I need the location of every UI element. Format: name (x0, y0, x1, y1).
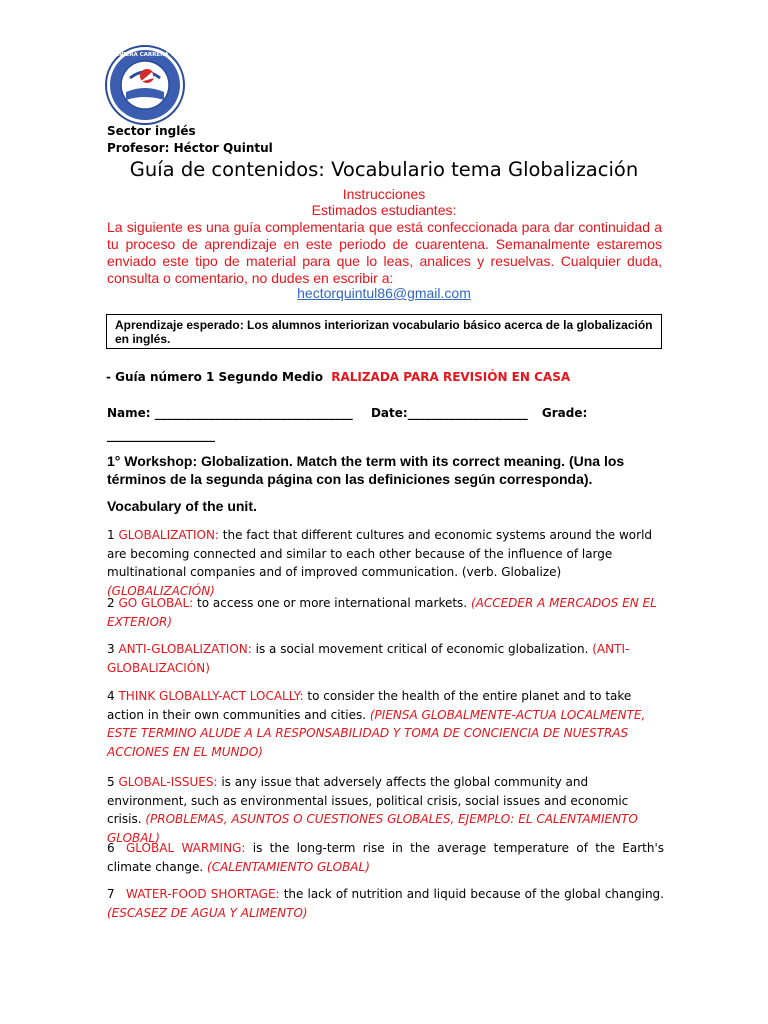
vocab-term: WATER-FOOD SHORTAGE: (126, 887, 280, 901)
instructions-body: La siguiente es una guía complementaria que está confeccionada para dar continuidad a tu proceso de aprendizaje en este periodo de cuarentena. Semanalmente estaremos enviado este tipo de material para que lo leas, analices y resuelvas. Cualquier duda, consulta o comentario, no dudes en escribir a: (107, 219, 662, 286)
vocab-number: 7 (107, 887, 115, 901)
vocab-term: GLOBALIZATION: (118, 528, 219, 542)
vocab-definition: is a social movement critical of economic globalization. (255, 642, 589, 656)
teacher-email-link[interactable]: hectorquintul86@gmail.com (297, 285, 471, 301)
instructions-greeting: Estimados estudiantes: (311, 202, 457, 218)
vocab-definition: to access one or more international markets. (197, 596, 468, 610)
student-info-row (107, 406, 667, 420)
vocab-item (107, 594, 664, 631)
grade-field[interactable]: __________________ (107, 428, 215, 442)
page-title: Guía de contenidos: Vocabulario tema Globalización (129, 158, 639, 181)
vocab-number: 1 (107, 528, 115, 542)
vocab-term: ANTI-GLOBALIZATION: (118, 642, 252, 656)
date-field[interactable]: ____________________ (407, 406, 528, 420)
vocab-translation: (CALENTAMIENTO GLOBAL) (207, 859, 370, 874)
vocab-number: 4 (107, 689, 115, 703)
logo-label: LICEO JAVIERA CARRERA TEMUCO (93, 52, 197, 58)
workshop-heading: 1° Workshop: Globalization. Match the term with its correct meaning. (Una los términos de la segunda página con las definiciones según corresponda). (107, 453, 625, 487)
vocab-number: 6 (107, 841, 115, 855)
vocab-term: THINK GLOBALLY-ACT LOCALLY: (118, 689, 304, 703)
vocab-item (107, 885, 664, 922)
vocab-translation: (PROBLEMAS, ASUNTOS O CUESTIONES GLOBALES, EJEMPLO: EL CALENTAMIENTO GLOBAL) (107, 812, 638, 845)
vocab-term: GLOBAL-ISSUES: (118, 775, 218, 789)
vocab-translation: (ACCEDER A MERCADOS EN EL EXTERIOR) (107, 596, 657, 629)
vocab-number: 3 (107, 642, 115, 656)
teacher-label: Profesor: Héctor Quintul (107, 141, 273, 155)
guide-prefix: - Guía número 1 Segundo Medio (106, 370, 324, 384)
vocab-definition: is any issue that adversely affects the global community and environment, such as environmental issues, political crisis, social issues and economic crisis. (107, 775, 629, 826)
vocab-number: 2 (107, 596, 115, 610)
vocab-item (107, 687, 664, 761)
guide-line (106, 370, 570, 384)
vocab-translation: (GLOBALIZACIÓN) (107, 583, 215, 598)
vocab-translation: (ANTI-GLOBALIZACIÓN) (107, 642, 630, 675)
vocab-translation: (PIENSA GLOBALMENTE-ACTUA LOCALMENTE, ESTE TERMINO ALUDE A LA RESPONSABILIDAD Y TOMA DE CONCIENCIA DE NUESTRAS ACCIONES EN EL MUNDO) (107, 707, 646, 759)
vocab-item (107, 526, 664, 600)
vocabulary-heading: Vocabulary of the unit. (107, 498, 257, 514)
vocab-definition: the fact that different cultures and economic systems around the world are becoming connected and similar to each other because of the influence of large multinational companies and of improved communication. (verb. Globalize) (107, 528, 653, 579)
vocab-item (107, 839, 664, 876)
name-label: Name: (107, 406, 151, 420)
vocab-term: GLOBAL WARMING: (126, 841, 246, 855)
sector-label: Sector inglés (107, 124, 196, 138)
vocab-number: 5 (107, 775, 115, 789)
vocab-translation: (ESCASEZ DE AGUA Y ALIMENTO) (107, 905, 308, 920)
vocab-term: GO GLOBAL: (118, 596, 194, 610)
name-field[interactable]: _________________________________ (154, 406, 353, 420)
expected-learning-box: Aprendizaje esperado: Los alumnos interiorizan vocabulario básico acerca de la globalización en inglés. (106, 314, 662, 349)
school-logo (93, 44, 197, 126)
guide-status: RALIZADA PARA REVISIÓN EN CASA (331, 370, 571, 384)
vocab-item (107, 640, 664, 677)
vocab-definition: is the long-term rise in the average temperature of the Earth's climate change. (107, 841, 664, 874)
date-label: Date: (370, 406, 408, 420)
vocab-definition: the lack of nutrition and liquid because of the global changing. (283, 887, 664, 901)
vocab-item (107, 773, 664, 847)
vocab-definition: to consider the health of the entire planet and to take action in their own communities and cities. (107, 689, 632, 722)
instructions-heading: Instrucciones (342, 186, 426, 202)
grade-label: Grade: (541, 406, 588, 420)
